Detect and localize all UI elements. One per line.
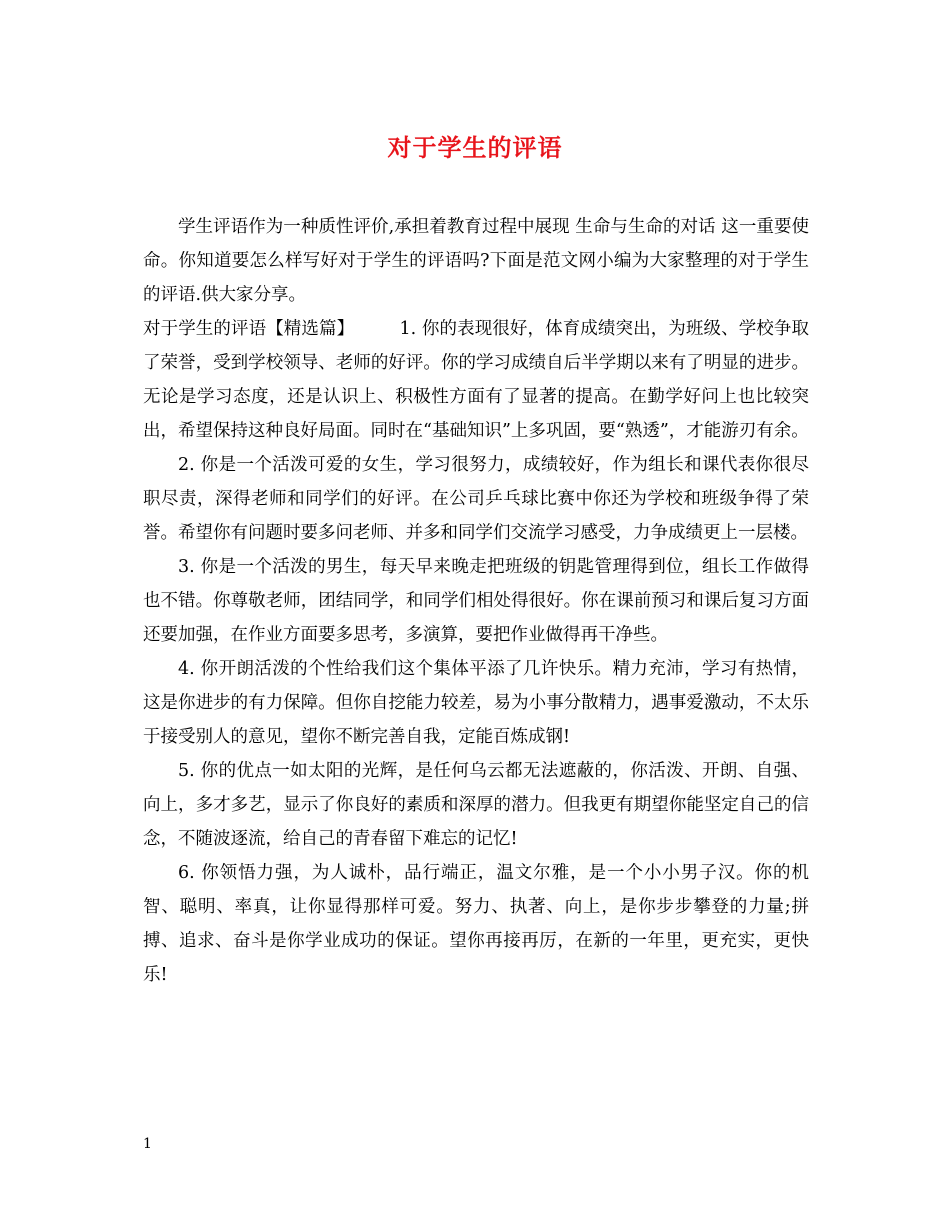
document-title: 对于学生的评语 [387,133,563,162]
document-body [143,210,809,992]
comment-item-4: 4. 你开朗活泼的个性给我们这个集体平添了几许快乐。精力充沛，学习有热情，这是你进步的有力保障。但你自挖能力较差，易为小事分散精力，遇事爱激动，不太乐于接受别人的意见，望你不断完善自我，定能百炼成钢! [143,659,809,747]
comment-item-2: 2. 你是一个活泼可爱的女生，学习很努力，成绩较好，作为组长和课代表你很尽职尽责，深得老师和同学们的好评。在公司乒乓球比赛中你还为学校和班级争得了荣誉。希望你有问题时要多问老师、并多和同学们交流学习感受，力争成绩更上一层楼。 [143,455,809,543]
comment-item-5: 5. 你的优点一如太阳的光辉，是任何乌云都无法遮蔽的，你活泼、开朗、自强、向上，多才多艺，显示了你良好的素质和深厚的潜力。但我更有期望你能坚定自己的信念，不随波逐流，给自己的青春留下难忘的记忆! [143,761,809,849]
comment-item-3: 3. 你是一个活泼的男生，每天早来晚走把班级的钥匙管理得到位，组长工作做得也不错。你尊敬老师，团结同学，和同学们相处得很好。你在课前预习和课后复习方面还要加强，在作业方面要多思考，多演算，要把作业做得再干净些。 [143,557,809,645]
section-paragraph [143,312,809,448]
intro-paragraph: 学生评语作为一种质性评价,承担着教育过程中展现 生命与生命的对话 这一重要使命。你知道要怎么样写好对于学生的评语吗?下面是范文网小编为大家整理的对于学生的评语.供大家分享。 [143,217,809,305]
heading-gap [354,319,399,339]
comment-item-6: 6. 你领悟力强，为人诚朴，品行端正，温文尔雅，是一个小小男子汉。你的机智、聪明、率真，让你显得那样可爱。努力、执著、向上，是你步步攀登的力量;拼搏、追求、奋斗是你学业成功的保证。望你再接再厉，在新的一年里，更充实，更快乐! [143,863,809,985]
comment-item-1: 1. 你的表现很好，体育成绩突出，为班级、学校争取了荣誉，受到学校领导、老师的好评。你的学习成绩自后半学期以来有了明显的进步。无论是学习态度，还是认识上、积极性方面有了显著的提高。在勤学好问上也比较突出，希望保持这种良好局面。同时在“基础知识”上多巩固，要“熟透”，才能游刃有余。 [143,319,809,441]
page-number: 1 [143,1136,152,1152]
section-heading: 对于学生的评语【精选篇】 [143,319,355,339]
